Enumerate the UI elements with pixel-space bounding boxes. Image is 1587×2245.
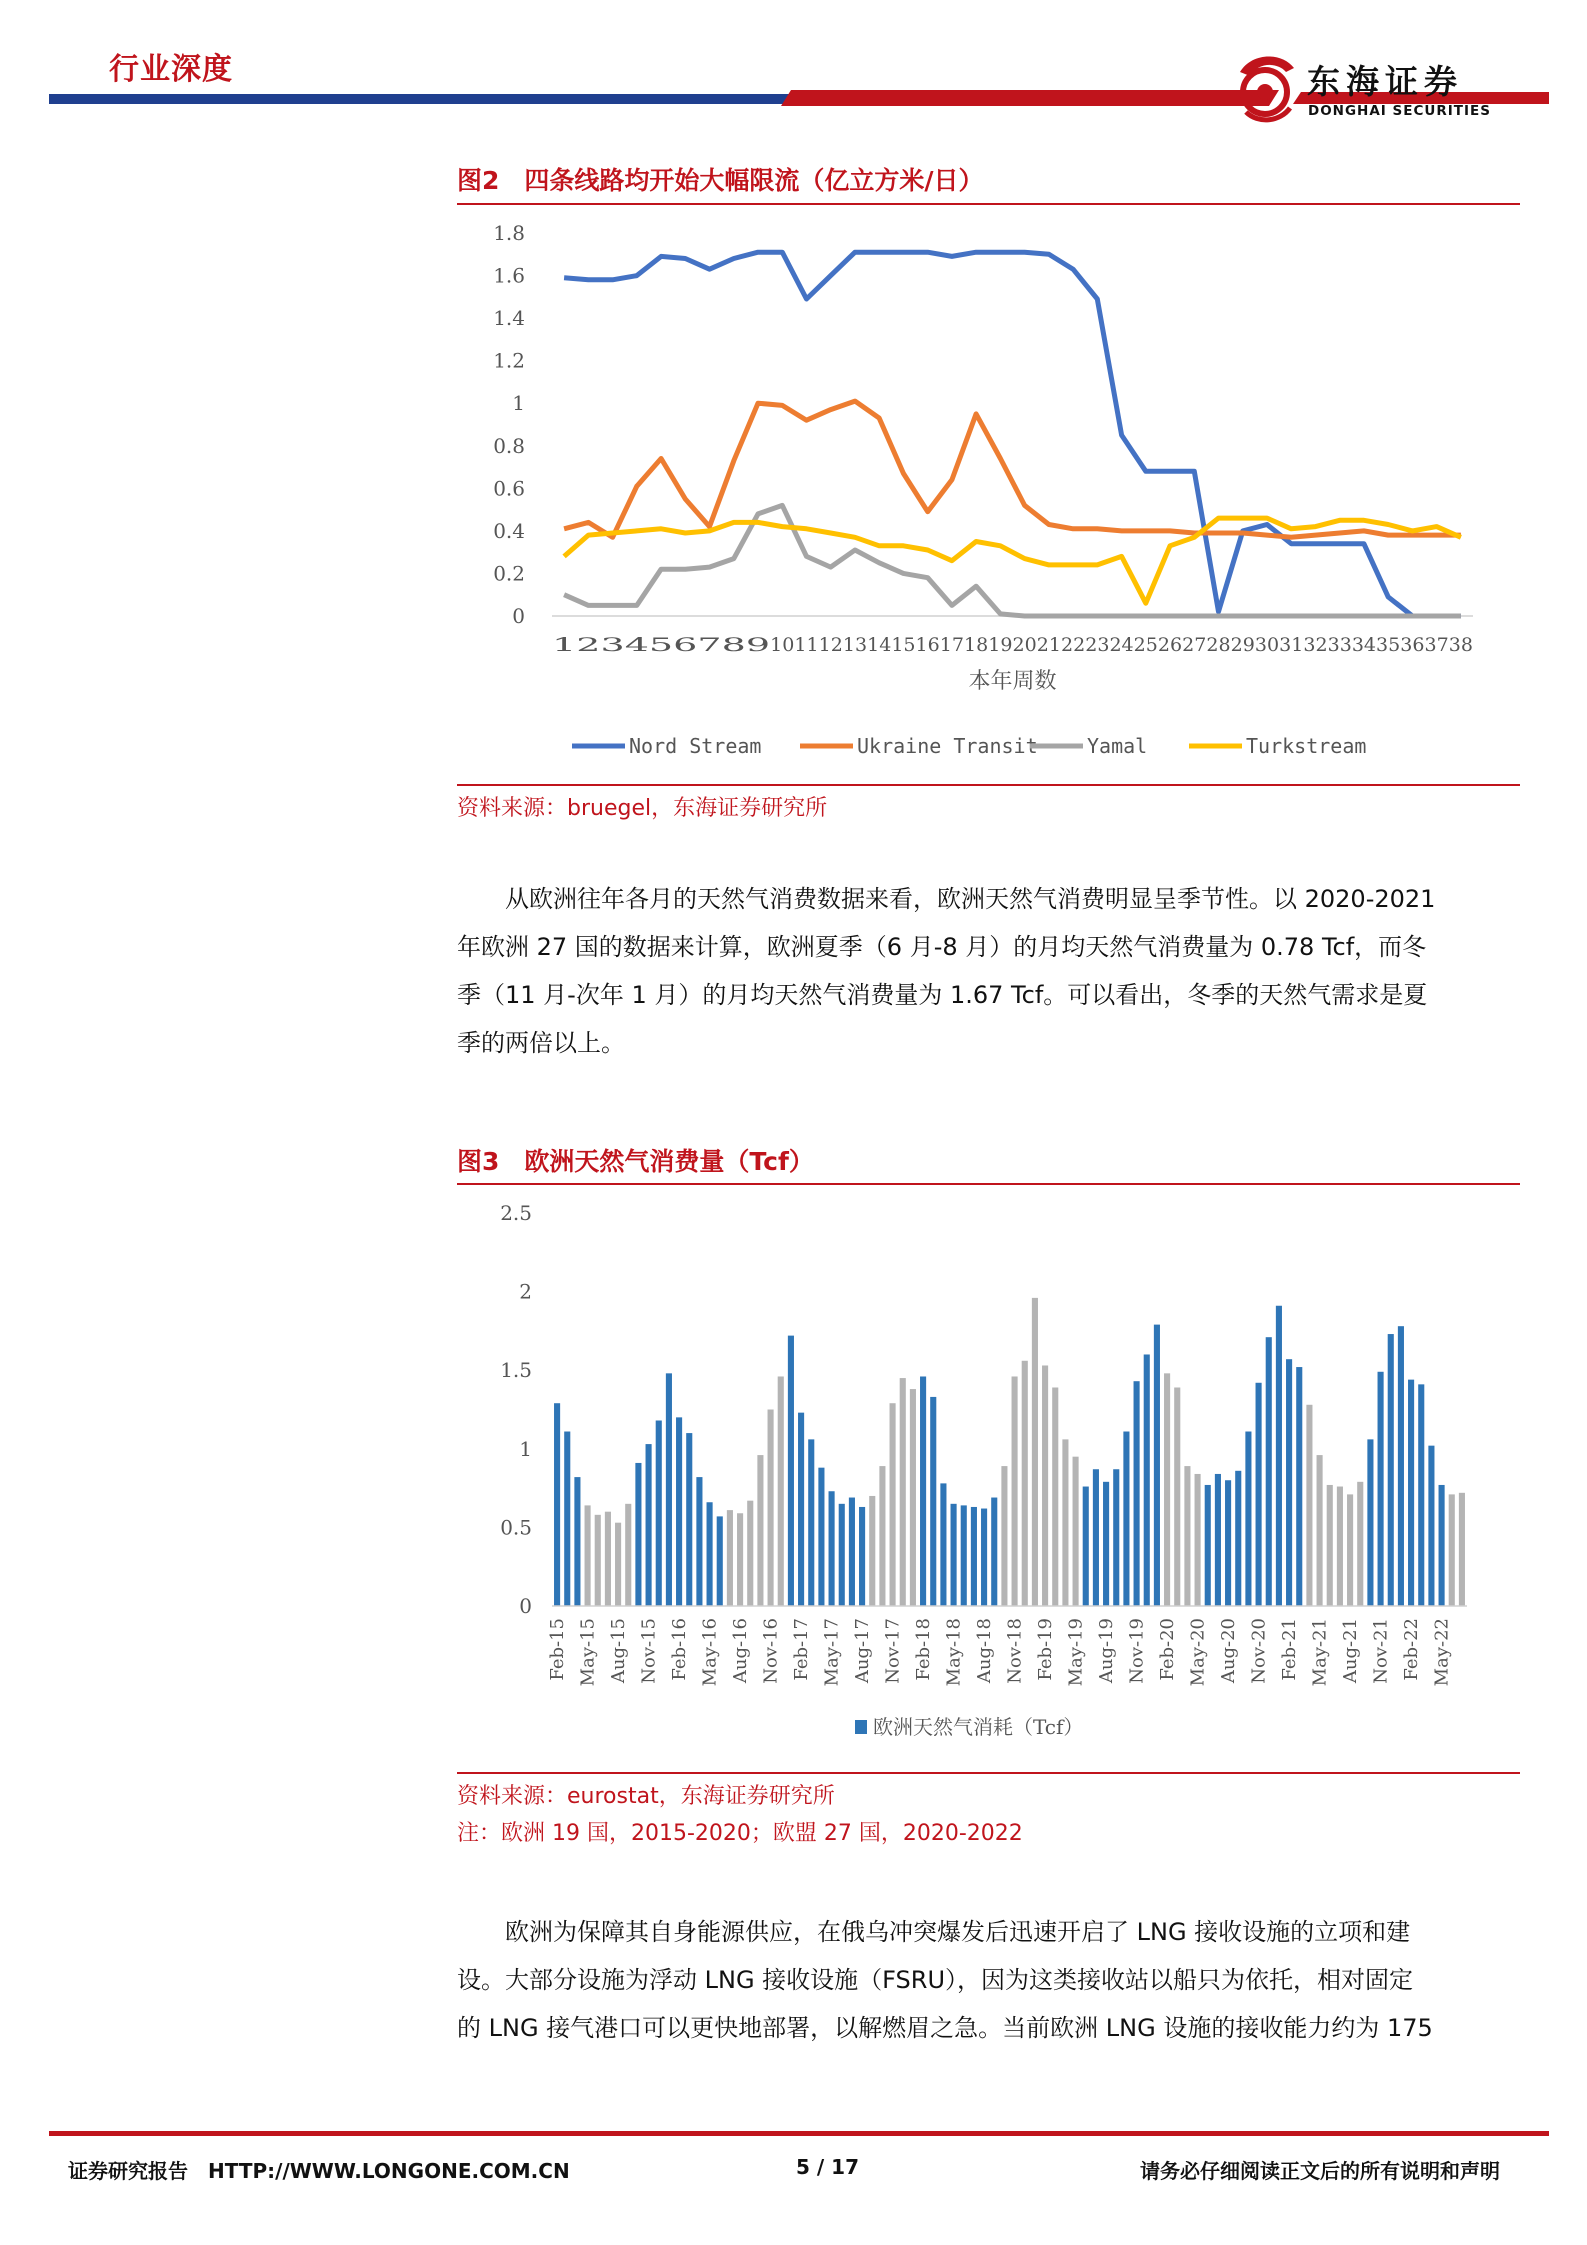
x-tick-label: Feb-19 (1035, 1618, 1057, 1681)
bar (1327, 1485, 1333, 1606)
x-tick-label: Feb-22 (1401, 1618, 1423, 1681)
figure2-top-rule (457, 203, 1520, 205)
bar (1032, 1298, 1038, 1606)
x-tick-label: 13 (842, 634, 868, 656)
x-tick-label: Aug-19 (1096, 1618, 1118, 1684)
y-tick-label: 0 (519, 1594, 532, 1618)
bar (1022, 1361, 1028, 1606)
x-tick-label: 19 (988, 634, 1013, 656)
bar (646, 1444, 652, 1606)
bar (585, 1505, 591, 1606)
x-tick-label: Aug-17 (852, 1618, 874, 1684)
paragraph-line: 季的两倍以上。 (457, 1029, 625, 1057)
bar (625, 1504, 631, 1606)
x-tick-label: 30 (1254, 634, 1280, 656)
legend-label: Yamal (1087, 734, 1148, 758)
x-tick-label: 22 (1060, 634, 1086, 656)
bar (1256, 1383, 1262, 1606)
x-tick-label: Nov-19 (1126, 1618, 1148, 1684)
x-tick-label: 9 (745, 634, 771, 656)
bar (696, 1477, 702, 1606)
bar (1062, 1439, 1068, 1606)
bar (808, 1439, 814, 1606)
x-tick-label: 37 (1424, 634, 1449, 656)
x-tick-label: 27 (1182, 634, 1207, 656)
paragraph-line: 的 LNG 接气港口可以更快地部署，以解燃眉之急。当前欧洲 LNG 设施的接收能力约为 175 (457, 2014, 1433, 2042)
bar (1306, 1405, 1312, 1606)
bar (1337, 1487, 1343, 1606)
x-tick-label: 20 (1012, 634, 1037, 656)
bar (1001, 1466, 1007, 1606)
x-tick-label: 33 (1327, 634, 1352, 656)
x-tick-label: Feb-21 (1279, 1618, 1301, 1681)
x-tick-label: 6 (673, 634, 698, 656)
x-tick-label: May-20 (1187, 1618, 1209, 1687)
x-tick-label: 35 (1376, 634, 1401, 656)
bar (778, 1376, 784, 1606)
bar (788, 1336, 794, 1606)
x-tick-label: 3 (600, 634, 625, 656)
x-tick-label: Nov-17 (882, 1618, 904, 1684)
x-tick-label: 1 (552, 634, 577, 656)
y-tick-label: 1 (519, 1436, 532, 1461)
bar (1276, 1306, 1282, 1606)
bar (940, 1483, 946, 1606)
x-tick-label: Nov-15 (638, 1618, 660, 1684)
bar (1357, 1482, 1363, 1606)
y-tick-label: 1.8 (493, 221, 525, 245)
bar (971, 1507, 977, 1606)
x-tick-label: 26 (1157, 634, 1183, 656)
bar (686, 1433, 692, 1606)
x-tick-label: 16 (915, 634, 940, 656)
figure2-bottom-rule (457, 784, 1520, 786)
bar (1052, 1387, 1058, 1606)
bar (818, 1468, 824, 1606)
bar (1225, 1480, 1231, 1606)
bar (1439, 1485, 1445, 1606)
bar (676, 1417, 682, 1606)
bar (1012, 1376, 1018, 1606)
x-tick-label: Feb-15 (547, 1618, 569, 1681)
x-tick-label: Nov-16 (760, 1618, 782, 1684)
x-tick-label: 15 (891, 634, 916, 656)
footer-page-number: 5 / 17 (796, 2155, 859, 2179)
bar (1154, 1325, 1160, 1606)
x-tick-label: 14 (867, 634, 892, 656)
x-tick-label: 18 (964, 634, 989, 656)
bar (829, 1491, 835, 1606)
bar (1093, 1469, 1099, 1606)
bar (879, 1466, 885, 1606)
bar (1184, 1466, 1190, 1606)
y-tick-label: 0.4 (493, 518, 525, 543)
figure2-line-chart (457, 208, 1520, 778)
y-tick-label: 0.8 (493, 433, 525, 458)
x-tick-label: 34 (1351, 634, 1377, 656)
legend-label: Ukraine Transit (857, 734, 1038, 758)
bar (737, 1513, 743, 1606)
bar (1123, 1432, 1129, 1606)
x-tick-label: Feb-17 (791, 1618, 813, 1681)
bar (1103, 1482, 1109, 1606)
x-tick-label: May-19 (1065, 1618, 1087, 1687)
x-tick-label: Aug-20 (1218, 1618, 1240, 1684)
bar (1205, 1485, 1211, 1606)
bar (747, 1501, 753, 1606)
bar (1235, 1471, 1241, 1606)
bar (1083, 1487, 1089, 1606)
bar (1367, 1439, 1373, 1606)
bar (1266, 1337, 1272, 1606)
bar (1418, 1384, 1424, 1606)
y-tick-label: 1.5 (500, 1358, 532, 1383)
paragraph-line: 年欧洲 27 国的数据来计算，欧洲夏季（6 月-8 月）的月均天然气消费量为 0.78 Tcf，而冬 (457, 933, 1427, 961)
x-tick-label: 38 (1448, 634, 1473, 656)
bar (920, 1376, 926, 1606)
logo-text-cn: 东海证券 (1307, 62, 1463, 101)
x-tick-label: May-22 (1431, 1618, 1453, 1687)
x-tick-label: 5 (648, 634, 674, 656)
legend-swatch (855, 1720, 867, 1734)
bar (564, 1432, 570, 1606)
bar (1317, 1455, 1323, 1606)
bar (1408, 1380, 1414, 1606)
x-tick-label: 7 (697, 634, 722, 656)
x-tick-label: Feb-18 (913, 1618, 935, 1681)
figure3-bottom-rule (457, 1772, 1520, 1774)
bar (890, 1403, 896, 1606)
bar (1398, 1326, 1404, 1606)
x-tick-label: Feb-20 (1157, 1618, 1179, 1681)
logo-text-en: DONGHAI SECURITIES (1308, 103, 1491, 119)
paragraph-line: 欧洲为保障其自身能源供应，在俄乌冲突爆发后迅速开启了 LNG 接收设施的立项和建 (505, 1918, 1411, 1946)
x-axis-title: 本年周数 (968, 669, 1057, 694)
bar (900, 1378, 906, 1606)
x-tick-label: 2 (576, 634, 601, 656)
bar (717, 1516, 723, 1606)
paragraph-line: 从欧洲往年各月的天然气消费数据来看，欧洲天然气消费明显呈季节性。以 2020-2021 (505, 885, 1436, 913)
x-tick-label: 21 (1036, 634, 1061, 656)
x-tick-label: 11 (794, 634, 819, 656)
bar (656, 1421, 662, 1606)
x-tick-label: 36 (1400, 634, 1425, 656)
x-tick-label: Aug-18 (974, 1618, 996, 1684)
bar (666, 1373, 672, 1606)
bar (1388, 1334, 1394, 1606)
y-tick-label: 0 (512, 604, 525, 628)
bar (910, 1389, 916, 1606)
figure2-source: 资料来源：bruegel，东海证券研究所 (457, 796, 828, 821)
bar (991, 1498, 997, 1606)
bar (1195, 1474, 1201, 1606)
x-tick-label: May-18 (943, 1618, 965, 1687)
bar (707, 1502, 713, 1606)
x-tick-label: 28 (1206, 634, 1231, 656)
paragraph-line: 季（11 月-次年 1 月）的月均天然气消费量为 1.67 Tcf。可以看出，冬季的天然气需求是夏 (457, 981, 1428, 1009)
x-tick-label: 31 (1279, 634, 1304, 656)
footer-rule (49, 2131, 1549, 2136)
dragon-logo-icon (1232, 50, 1302, 128)
bar (1378, 1372, 1384, 1606)
bar (1174, 1387, 1180, 1606)
y-tick-label: 1.4 (493, 306, 525, 331)
x-tick-label: 25 (1133, 634, 1158, 656)
y-tick-label: 0.5 (500, 1515, 532, 1540)
bar (595, 1515, 601, 1606)
x-tick-label: 10 (770, 634, 795, 656)
bar (1347, 1494, 1353, 1606)
y-tick-label: 2 (519, 1279, 532, 1304)
x-tick-label: 4 (624, 634, 649, 656)
figure3-source: 资料来源：eurostat，东海证券研究所 (457, 1784, 835, 1809)
bar (1245, 1432, 1251, 1606)
x-tick-label: Aug-21 (1340, 1618, 1362, 1684)
footer-left: 证券研究报告 HTTP://WWW.LONGONE.COM.CN (68, 2159, 570, 2183)
y-tick-label: 1.2 (493, 348, 525, 373)
bar (981, 1509, 987, 1606)
figure3-note: 注：欧洲 19 国，2015-2020；欧盟 27 国，2020-2022 (457, 1821, 1023, 1846)
bar (1459, 1493, 1465, 1606)
x-tick-label: May-16 (699, 1618, 721, 1687)
bar (605, 1512, 611, 1606)
x-tick-label: May-17 (821, 1618, 843, 1687)
y-tick-label: 0.2 (493, 561, 525, 586)
bar (1164, 1373, 1170, 1606)
bar (1113, 1469, 1119, 1606)
bar (1215, 1474, 1221, 1606)
bar (554, 1403, 560, 1606)
x-tick-label: Aug-15 (608, 1618, 630, 1684)
bar (615, 1523, 621, 1606)
x-tick-label: 12 (818, 634, 843, 656)
legend-label: Turkstream (1246, 734, 1367, 758)
x-tick-label: May-15 (577, 1618, 599, 1687)
legend-label: Nord Stream (629, 734, 762, 758)
bar (1296, 1367, 1302, 1606)
bar (1073, 1457, 1079, 1606)
x-tick-label: Feb-16 (669, 1618, 691, 1681)
x-tick-label: 32 (1303, 634, 1328, 656)
x-tick-label: Aug-16 (730, 1618, 752, 1684)
bar (1428, 1446, 1434, 1606)
bar (1449, 1494, 1455, 1606)
bar (869, 1496, 875, 1606)
x-tick-label: Nov-18 (1004, 1618, 1026, 1684)
bar (839, 1504, 845, 1606)
bar (635, 1463, 641, 1606)
x-tick-label: May-21 (1309, 1618, 1331, 1687)
x-tick-label: 8 (721, 634, 746, 656)
legend-label: 欧洲天然气消耗（Tcf） (873, 1715, 1084, 1739)
bar (1042, 1365, 1048, 1606)
bar (768, 1410, 774, 1607)
y-tick-label: 0.6 (493, 476, 525, 501)
section-title: 行业深度 (109, 52, 233, 87)
x-tick-label: Nov-21 (1370, 1618, 1392, 1684)
footer-disclaimer: 请务必仔细阅读正文后的所有说明和声明 (1140, 2159, 1500, 2183)
bar (757, 1455, 763, 1606)
series-line-turkstream (564, 518, 1461, 603)
bar (961, 1505, 967, 1606)
paragraph-lng (457, 1908, 1520, 2052)
x-tick-label: 23 (1085, 634, 1110, 656)
series-line-ukraine-transit (564, 401, 1461, 537)
y-tick-label: 1.6 (493, 263, 525, 288)
x-tick-label: Nov-20 (1248, 1618, 1270, 1684)
bar (859, 1507, 865, 1606)
bar (1144, 1354, 1150, 1606)
y-tick-label: 1 (512, 391, 525, 416)
bar (798, 1413, 804, 1606)
x-tick-label: 29 (1230, 634, 1255, 656)
figure2-title: 图2 四条线路均开始大幅限流（亿立方米/日） (457, 166, 984, 195)
company-logo (1232, 50, 1552, 130)
bar (849, 1498, 855, 1606)
bar (574, 1477, 580, 1606)
paragraph-line: 设。大部分设施为浮动 LNG 接收设施（FSRU），因为这类接收站以船只为依托，相对固定 (457, 1966, 1414, 1994)
x-tick-label: 17 (939, 634, 965, 656)
bar (1134, 1381, 1140, 1606)
bar (951, 1504, 957, 1606)
paragraph-seasonality (457, 875, 1520, 1067)
x-tick-label: 24 (1109, 634, 1134, 656)
series-line-nord-stream (564, 252, 1461, 616)
bar (930, 1397, 936, 1606)
figure3-bar-chart (457, 1188, 1520, 1768)
bar (1286, 1359, 1292, 1606)
figure3-top-rule (457, 1183, 1520, 1185)
bar (727, 1510, 733, 1606)
figure3-title: 图3 欧洲天然气消费量（Tcf） (457, 1147, 814, 1176)
y-tick-label: 2.5 (500, 1201, 532, 1225)
